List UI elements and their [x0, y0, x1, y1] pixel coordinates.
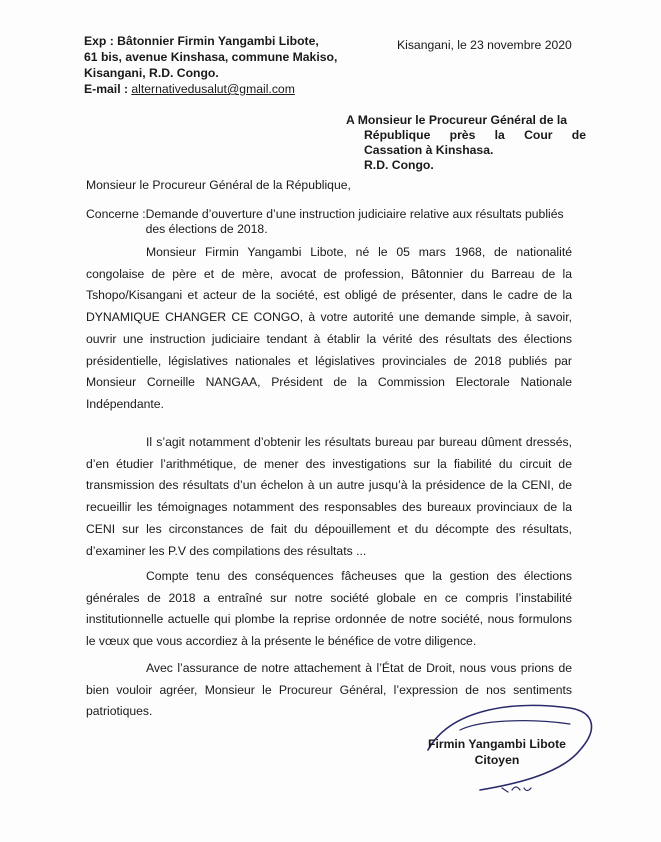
body-paragraph-1: Monsieur Firmin Yangambi Libote, né le 05 mars 1968, de nationalité congolaise de père et de mère, avocat de profession, Bâtonnier du Barreau de la Tshopo/Kisangani et acteur de la société, est obligé de présenter, dans le cadre de la DYNAMIQUE CHANGER CE CONGO, à votre autorité une demande simple, à savoir, ouvrir une instruction judiciaire tendant à établir la vérité des résultats des élections présidentielle, législatives nationales et législatives provinciales de 2018 publiés par Monsieur Corneille NANGAA, Président de la Commission Electorale Nationale Indépendante.	[86, 245, 572, 411]
email-link[interactable]: alternativedusalut@gmail.com	[131, 82, 295, 96]
subject-label: Concerne :	[86, 207, 146, 221]
letter-date: Kisangani, le 23 novembre 2020	[397, 38, 572, 52]
body-paragraph-4: Avec l’assurance de notre attachement à l’État de Droit, nous vous prions de bien vouloir agréer, Monsieur le Procureur Général, l’expression de nos sentiments patriotiques.	[86, 661, 572, 719]
signatory-name: Firmin Yangambi Libote	[428, 737, 566, 751]
sender-block	[84, 33, 337, 97]
salutation: Monsieur le Procureur Général de la République,	[86, 178, 351, 192]
recipient-block	[346, 113, 586, 173]
sender-address: 61 bis, avenue Kinshasa, commune Makiso,	[84, 50, 338, 64]
signatory-title: Citoyen	[474, 753, 520, 767]
recipient-line-2: République près la Cour de	[364, 128, 586, 142]
subject-text: Demande d’ouverture d’une instruction judiciaire relative aux résultats publiés des élections de 2018.	[145, 207, 564, 236]
body-paragraph-3: Compte tenu des conséquences fâcheuses que la gestion des élections générales de 2018 a entraîné sur notre société globale en ce compris l’instabilité institutionnelle actuelle qui plombe la reprise ordonnée de notre société, nous formulons le vœux que vous accordiez à la présente le bénéfice de votre diligence.	[86, 569, 572, 649]
signature-block	[428, 736, 566, 768]
sender-name: Exp : Bâtonnier Firmin Yangambi Libote,	[84, 34, 319, 48]
recipient-line-4: R.D. Congo.	[364, 158, 434, 172]
recipient-line-3: Cassation à Kinshasa.	[364, 143, 494, 157]
recipient-line-1: A Monsieur le Procureur Général de la	[346, 113, 568, 127]
email-label: E-mail :	[84, 82, 132, 96]
subject-line	[86, 207, 582, 237]
sender-email-line	[84, 81, 337, 97]
body-paragraph-2: Il s’agit notamment d’obtenir les résultats bureau par bureau dûment dressés, d’en étudier l’arithmétique, de mener des investigations sur la fiabilité du circuit de transmission des résultats d’un échelon à un autre jusqu’à la présidence de la CENI, de recueillir les témoignages notamment des responsables des bureaux provinciaux de la CENI sur les circonstances de fait du dépouillement et du décompte des résultats, d’examiner les P.V des compilations des résultats ...	[86, 435, 572, 558]
sender-city: Kisangani, R.D. Congo.	[84, 66, 219, 80]
